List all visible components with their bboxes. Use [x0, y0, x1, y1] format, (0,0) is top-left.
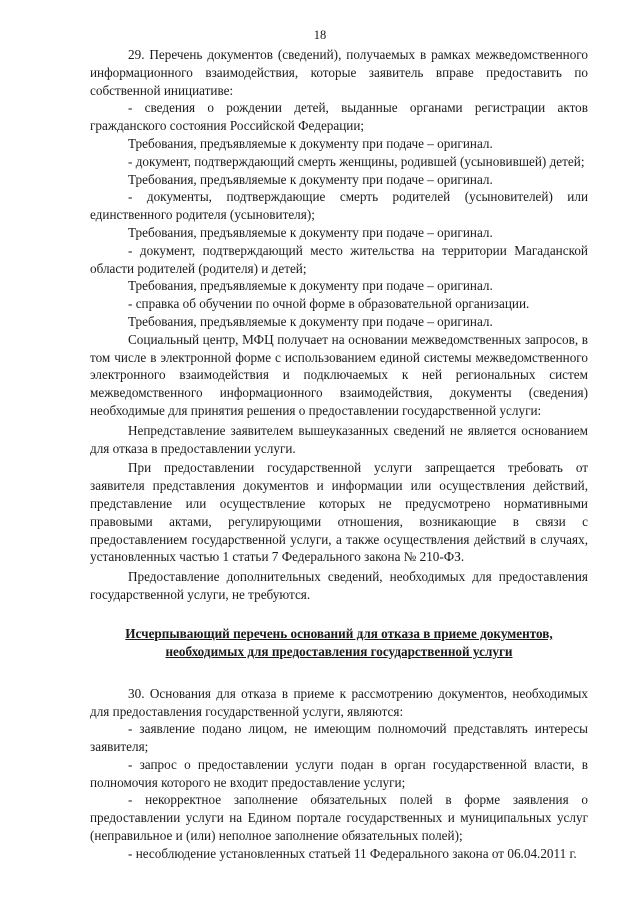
list-item: - заявление подано лицом, не имеющим полномочий представлять интересы заявителя;	[90, 721, 588, 755]
paragraph: При предоставлении государственной услуги запрещается требовать от заявителя представления документов и информации или осуществления действий, представление или осуществление которых не предусмотрено нормативными правовыми актами, регулирующими отношения, возникающие в связи с предоставлением государственной услуги, а также осуществления действий в случаях, установленных частью 1 статьи 7 Федерального закона № 210-ФЗ.	[90, 460, 588, 565]
list-item: Требования, предъявляемые к документу при подаче – оригинал.	[128, 224, 493, 240]
list-item: - документ, подтверждающий смерть женщины, родившей (усыновившей) детей;	[128, 153, 585, 169]
list-item: - несоблюдение установленных статьей 11 Федерального закона от 06.04.2011 г.	[128, 845, 577, 861]
section-heading-line: необходимых для предоставления государственной услуги	[165, 643, 513, 659]
list-item: - справка об обучении по очной форме в образовательной организации.	[128, 296, 530, 312]
list-item: Требования, предъявляемые к документу при подаче – оригинал.	[128, 278, 493, 294]
list-item: Требования, предъявляемые к документу при подаче – оригинал.	[128, 313, 493, 329]
document-body	[90, 46, 588, 863]
section-heading-line: Исчерпывающий перечень оснований для отказа в приеме документов,	[125, 625, 553, 641]
section-30-intro: 30. Основания для отказа в приеме к рассмотрению документов, необходимых для предоставления государственной услуги, являются:	[90, 685, 588, 719]
paragraph: Предоставление дополнительных сведений, необходимых для предоставления государственной услуги, не требуются.	[90, 569, 588, 602]
list-item: - запрос о предоставлении услуги подан в орган государственной власти, в полномочия которого не входит предоставление услуги;	[90, 756, 588, 790]
paragraph: Социальный центр, МФЦ получает на основании межведомственных запросов, в том числе в электронной форме с использованием единой системы межведомственного электронного взаимодействия и подключаемых к ней региональных систем межведомственного информационного взаимодействия, документы (сведения) необходимые для принятия решения о предоставлении государственной услуги:	[90, 331, 588, 418]
list-item: Требования, предъявляемые к документу при подаче – оригинал.	[128, 135, 493, 151]
list-item: - сведения о рождении детей, выданные органами регистрации актов гражданского состояния Российской Федерации;	[90, 100, 588, 134]
paragraph: Непредставление заявителем вышеуказанных сведений не является основанием для отказа в предоставлении услуги.	[90, 422, 588, 456]
section-29-intro: 29. Перечень документов (сведений), получаемых в рамках межведомственного информационного взаимодействия, которые заявитель вправе предоставить по собственной инициативе:	[90, 47, 588, 98]
list-item: - некорректное заполнение обязательных полей в форме заявления о предоставлении услуги на Едином портале государственных и муниципальных услуг (неправильное и (или) неполное заполнение обязательных полей);	[90, 792, 588, 844]
list-item: - документ, подтверждающий место жительства на территории Магаданской области родителей (родителя) и детей;	[90, 242, 588, 276]
page-number: 18	[313, 28, 327, 42]
list-item: - документы, подтверждающие смерть родителей (усыновителей) или единственного родителя (усыновителя);	[90, 189, 588, 223]
list-item: Требования, предъявляемые к документу при подаче – оригинал.	[128, 171, 493, 187]
section-heading	[90, 625, 588, 661]
